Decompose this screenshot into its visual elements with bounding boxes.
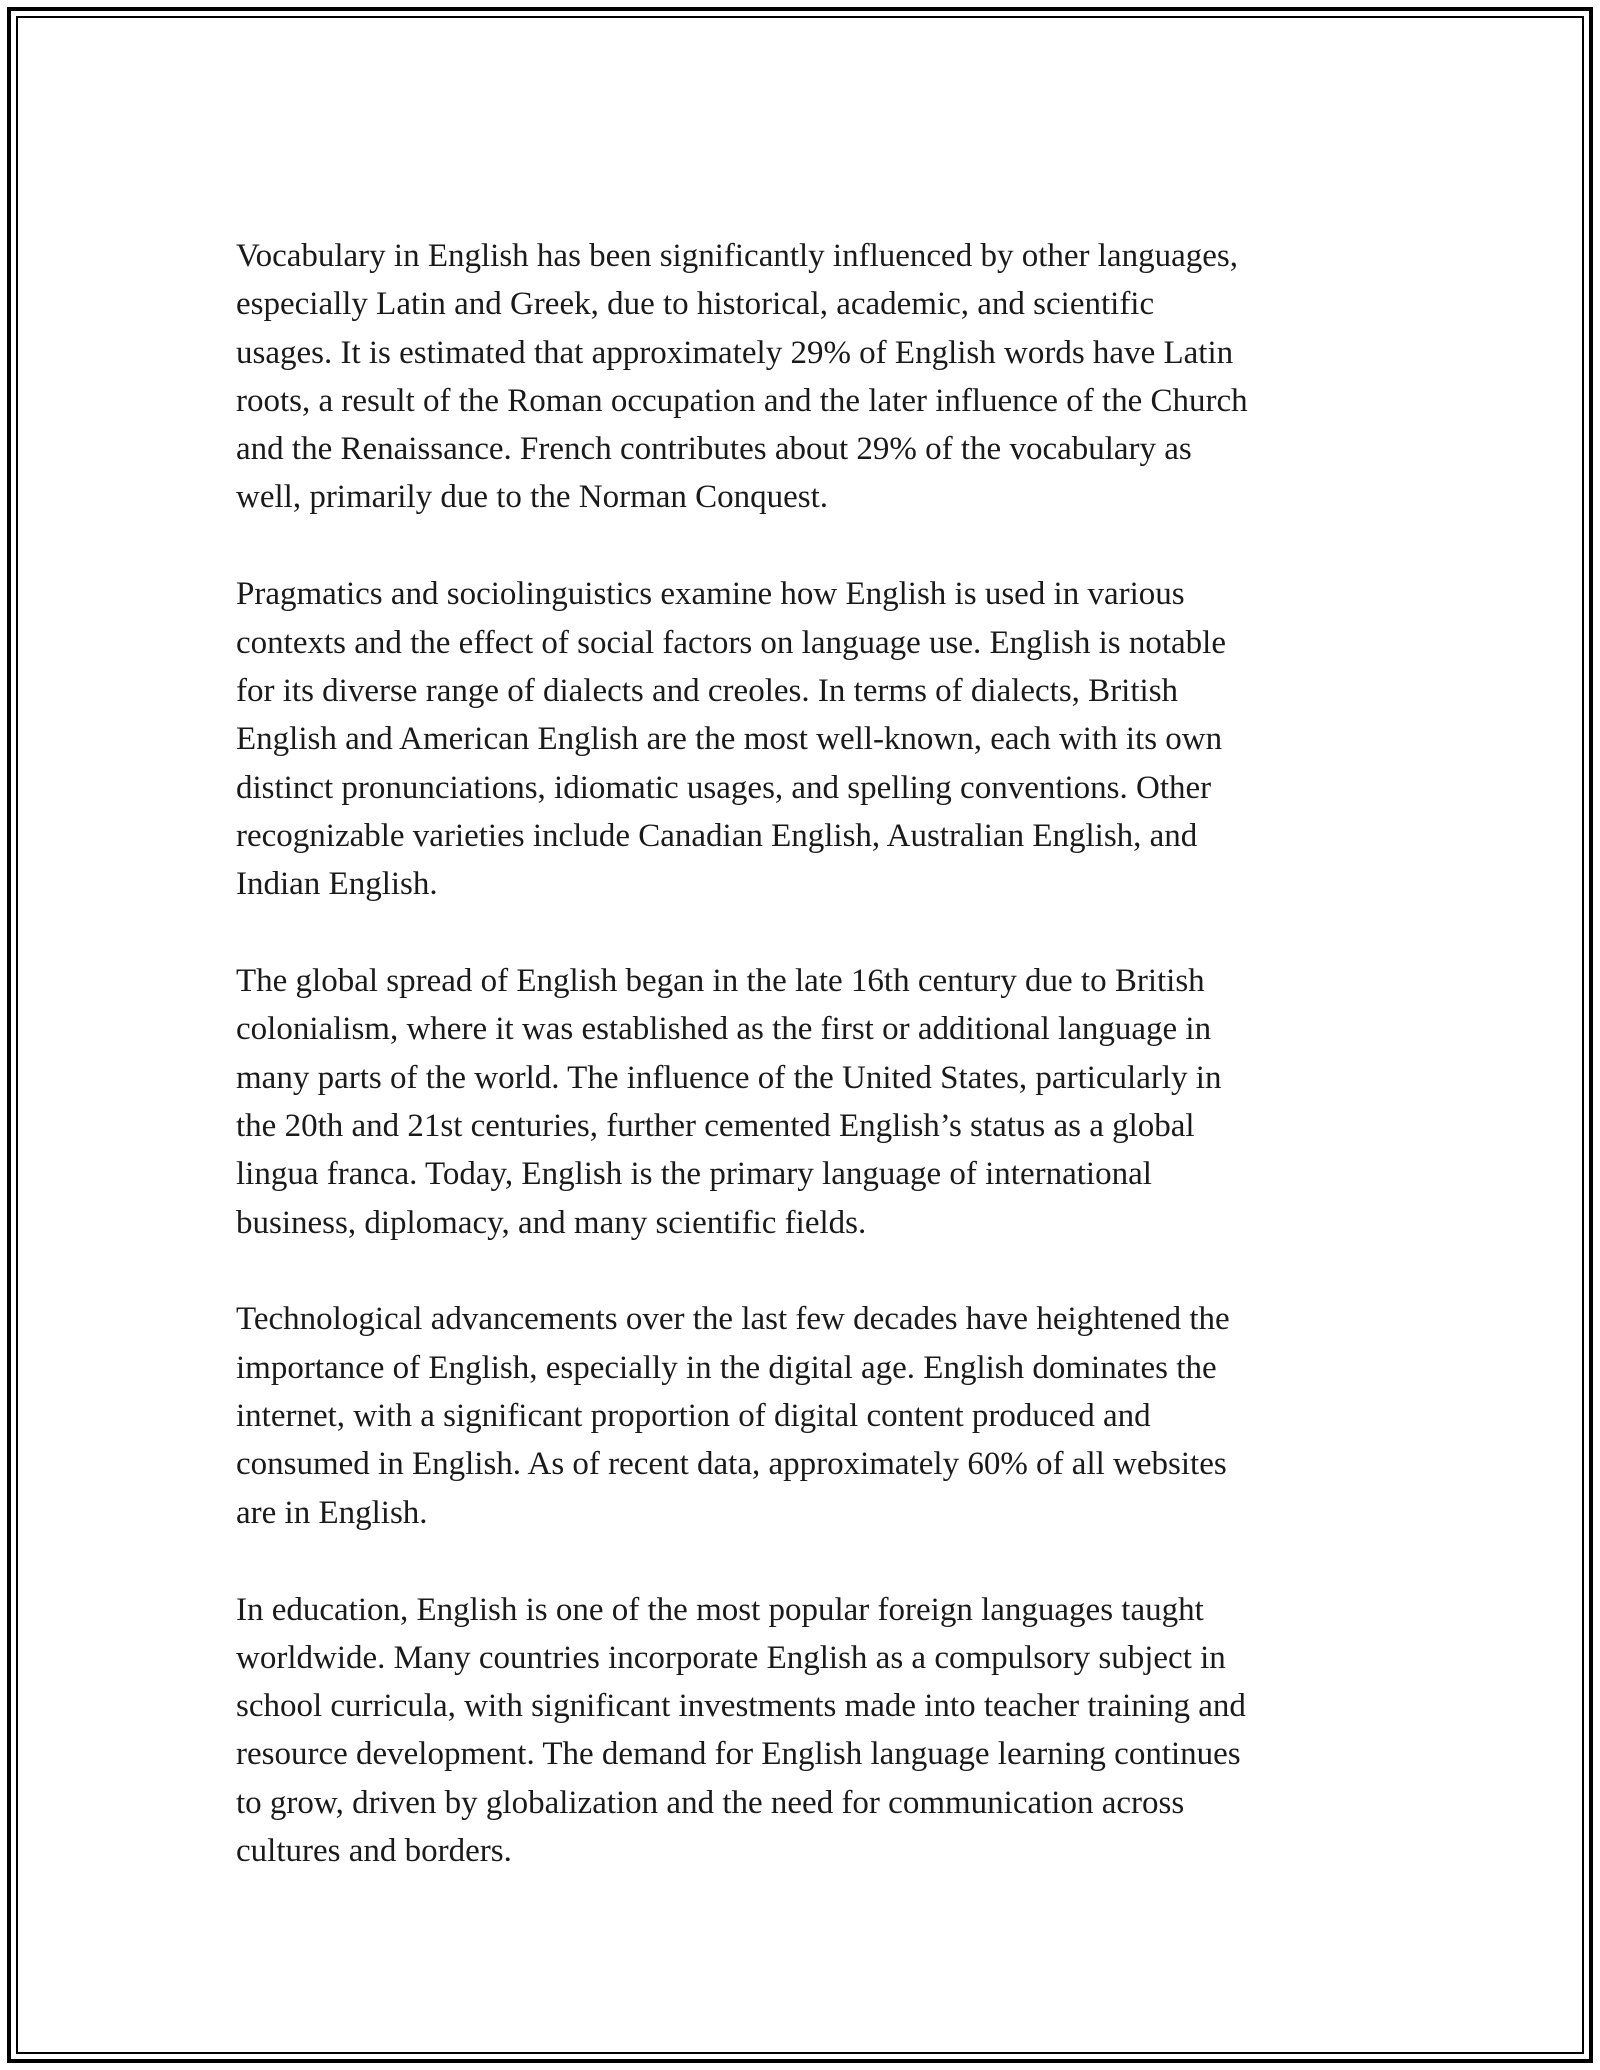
paragraph-global-spread: The global spread of English began in the late 16th century due to British colonialism, where it was established as the first or additional language in many parts of the world. The influence of the United States, particularly in the 20th and 21st centuries, further cemented English’s status as a global lingua franca. Today, English is the primary language of international business, diplomacy, and many scientific fields.	[236, 963, 1222, 1241]
paragraph-education: In education, English is one of the most popular foreign languages taught worldwide. Many countries incorporate English as a compulsory subject in school curricula, with significant investments made into teacher training and resource development. The demand for English language learning continues to grow, driven by globalization and the need for communication across cultures and borders.	[236, 1591, 1246, 1869]
document-body	[236, 232, 1376, 1924]
paragraph-pragmatics: Pragmatics and sociolinguistics examine how English is used in various contexts and the effect of social factors on language use. English is notable for its diverse range of dialects and creoles. In terms of dialects, British English and American English are the most well-known, each with its own distinct pronunciations, idiomatic usages, and spelling conventions. Other recognizable varieties include Canadian English, Australian English, and Indian English.	[236, 576, 1226, 903]
paragraph-vocabulary: Vocabulary in English has been significantly influenced by other languages, especially Latin and Greek, due to historical, academic, and scientific usages. It is estimated that approximately 29% of English words have Latin roots, a result of the Roman occupation and the later influence of the Church and the Renaissance. French contributes about 29% of the vocabulary as well, primarily due to the Norman Conquest.	[236, 238, 1248, 516]
paragraph-technology: Technological advancements over the last few decades have heightened the importance of English, especially in the digital age. English dominates the internet, with a significant proportion of digital content produced and consumed in English. As of recent data, approximately 60% of all websites are in English.	[236, 1301, 1230, 1531]
